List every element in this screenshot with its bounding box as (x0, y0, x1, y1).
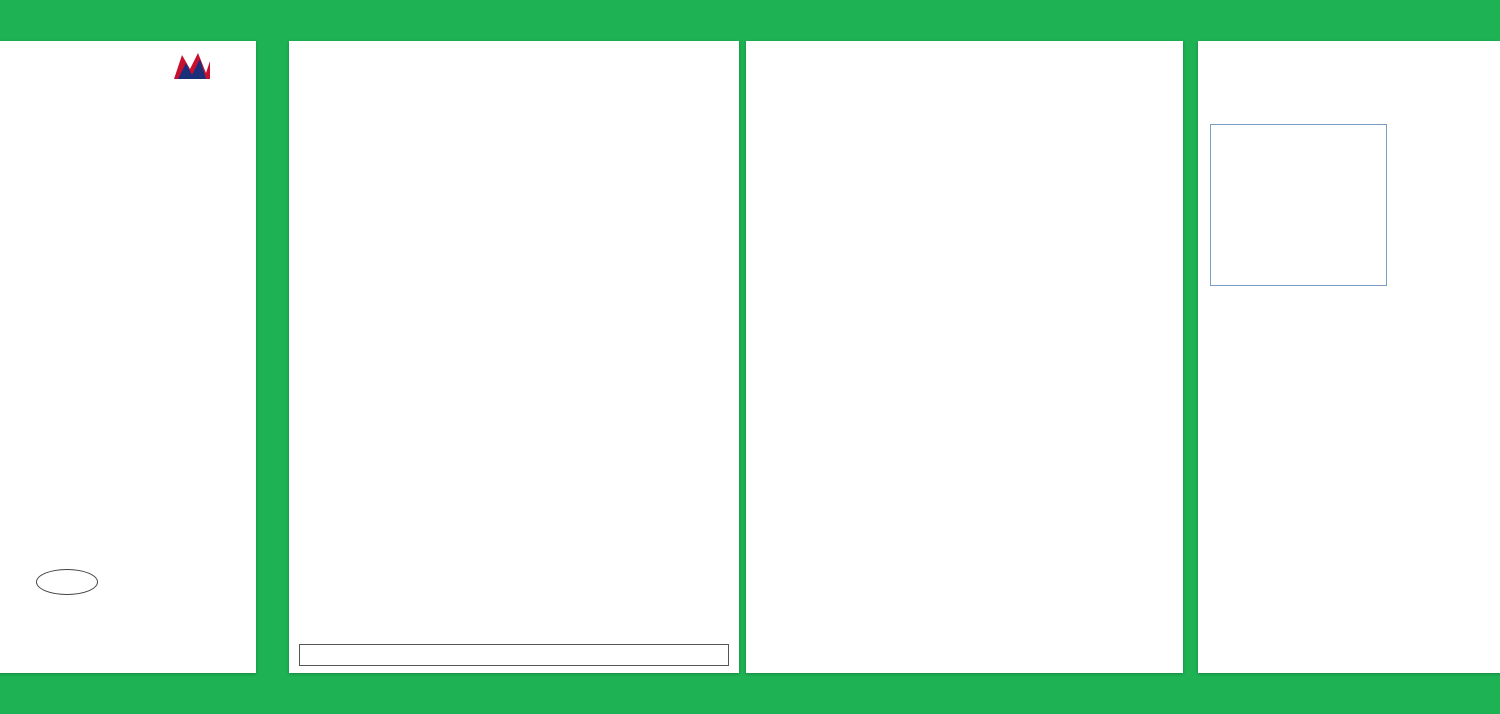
poster-torres-vedras (289, 41, 739, 673)
footer-note (299, 644, 729, 666)
new-innovative-actions-ellipse (36, 569, 98, 595)
poster-gal-pays-des-condruses (1198, 41, 1500, 673)
poster-rosignano-marittimo (746, 41, 1183, 673)
mouans-sartoux-logo (172, 49, 212, 86)
transferability-table (1210, 124, 1387, 286)
poster-mouans-sartoux (0, 41, 256, 673)
